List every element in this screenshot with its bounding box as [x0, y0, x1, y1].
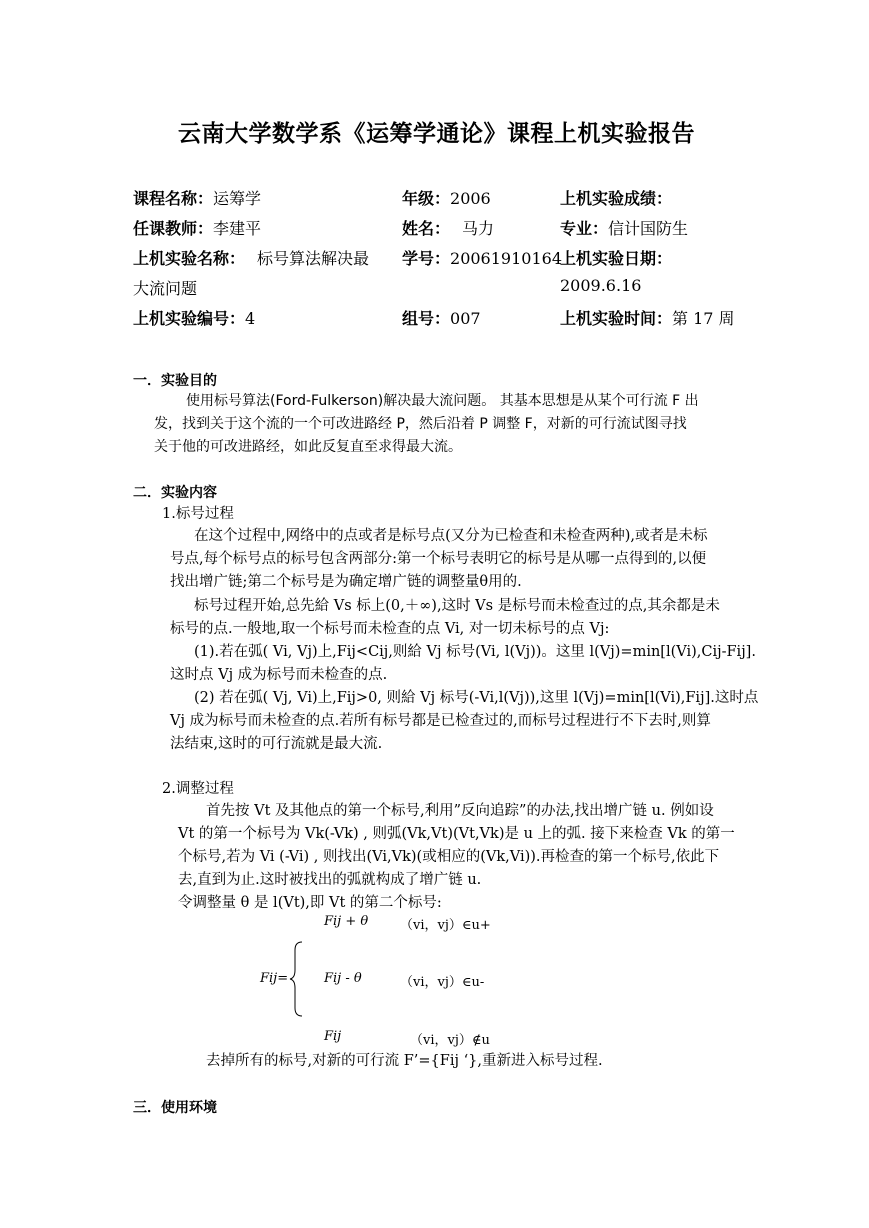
s2-p4-line-3: 法结束,这时的可行流就是最大流. [170, 736, 383, 752]
major-label: 专业： [560, 219, 609, 238]
s1-line-1: 使用标号算法(Ford-Fulkerson)解决最大流问题。 其基本思想是从某个可行流 F 出 [186, 393, 699, 409]
formula-row3-expr: Fij [324, 1029, 342, 1044]
s2-p5-line-3: 个标号,若为 Vi (-Vi) , 则找出(Vi,Vk)(或相应的(Vk,Vi)).再检查的第一个标号,依此下 [178, 849, 720, 865]
teacher-label: 任课教师： [133, 219, 214, 238]
grade-label: 年级： [402, 189, 451, 208]
exp-name-cont: 大流问题 [133, 279, 198, 298]
s1-line-3: 关于他的可改进路经，如此反复直至求得最大流。 [154, 439, 462, 455]
s2-sub-1: 1.标号过程 [162, 506, 234, 522]
left-brace-icon [289, 940, 305, 1018]
name-value: 马力 [462, 219, 495, 238]
s2-p4-line-1: (2) 若在弧( Vj, Vi)上,Fij>0, 则給 Vj 标号(-Vi,l(Vj)),这里 l(Vj)=min[l(Vi),Fij].这时点 [194, 690, 759, 706]
s2-p2-line-1: 标号过程开始,总先給 Vs 标上(0,＋∞),这时 Vs 是标号而未检查过的点,其余都是未 [194, 598, 720, 614]
s2-p3-line-2: 这时点 Vj 成为标号而未检查的点. [170, 667, 388, 683]
s2-p5-line-1: 首先按 Vt 及其他点的第一个标号,利用”反向追踪”的办法,找出增广链 u. 例如设 [206, 803, 714, 819]
course-label: 课程名称： [133, 189, 214, 208]
time-value: 第 17 周 [672, 309, 735, 328]
course-name [133, 186, 261, 209]
exp-time [560, 306, 735, 329]
exp-no-label: 上机实验编号： [133, 309, 246, 328]
teacher-value: 李建平 [213, 219, 262, 238]
group [402, 306, 481, 329]
s1-line-2: 发，找到关于这个流的一个可改进路经 P，然后沿着 P 调整 F，对新的可行流试图寻找 [154, 416, 687, 432]
major-value: 信计国防生 [608, 219, 689, 238]
student-name [402, 216, 494, 239]
s2-p6: 令调整量 θ 是 l(Vt),即 Vt 的第二个标号: [178, 895, 442, 911]
score [560, 186, 672, 209]
score-label: 上机实验成绩： [560, 189, 673, 208]
date-value: 2009.6.16 [560, 276, 642, 295]
exp-date [560, 246, 672, 269]
formula-row1-expr: Fij + θ [324, 914, 369, 929]
grade [402, 186, 491, 209]
formula-row2-cond: （vi，vj）∈u- [400, 975, 485, 990]
group-value: 007 [450, 309, 481, 328]
formula-row3-cond: （vi，vj）∉u [410, 1033, 490, 1048]
date-label: 上机实验日期： [560, 249, 673, 268]
s2-p5-line-2: Vt 的第一个标号为 Vk(-Vk) , 则弧(Vk,Vt)(Vt,Vk)是 u 上的弧. 接下来检查 Vk 的第一 [178, 826, 735, 842]
exp-name [133, 246, 369, 269]
exp-no-value: 4 [245, 309, 256, 328]
group-label: 组号： [402, 309, 451, 328]
exp-number [133, 306, 255, 329]
student-id [402, 246, 562, 269]
section-1-title: 一．实验目的 [133, 373, 217, 389]
exp-name-value: 标号算法解决最 [257, 249, 370, 268]
s2-p1-line-2: 号点,每个标号点的标号包含两部分:第一个标号表明它的标号是从哪一点得到的,以便 [170, 551, 707, 567]
id-value: 20061910164 [450, 249, 562, 268]
time-label: 上机实验时间： [560, 309, 673, 328]
exp-name-label: 上机实验名称： [133, 249, 246, 268]
id-label: 学号： [402, 249, 451, 268]
course-value: 运筹学 [213, 189, 262, 208]
teacher [133, 216, 261, 239]
s2-p5-line-4: 去,直到为止.这时被找出的弧就构成了增广链 u. [178, 872, 482, 888]
page-title: 云南大学数学系《运筹学通论》课程上机实验报告 [178, 120, 695, 147]
formula-row1-cond: （vi，vj）∈u+ [400, 918, 491, 933]
section-2-title: 二．实验内容 [133, 485, 217, 501]
s2-p2-line-2: 标号的点.一般地,取一个标号而未检查的点 Vi, 对一切未标号的点 Vj: [170, 621, 610, 637]
name-label: 姓名： [402, 219, 451, 238]
formula-lhs: Fij= [260, 971, 289, 986]
s2-sub-2: 2.调整过程 [162, 781, 234, 797]
s2-p3-line-1: (1).若在弧( Vi, Vj)上,Fij<Cij,则給 Vj 标号(Vi, l(Vj))。这里 l(Vj)=min[l(Vi),Cij-Fij]. [194, 644, 756, 660]
section-3-title: 三．使用环境 [133, 1100, 217, 1116]
s2-p7: 去掉所有的标号,对新的可行流 F’={Fij ‘},重新进入标号过程. [206, 1053, 603, 1069]
s2-p1-line-3: 找出增广链;第二个标号是为确定增广链的调整量θ用的. [170, 574, 522, 590]
s2-p4-line-2: Vj 成为标号而未检查的点.若所有标号都是已检查过的,而标号过程进行不下去时,则算 [170, 713, 711, 729]
formula-row2-expr: Fij - θ [324, 971, 362, 986]
major [560, 216, 688, 239]
s2-p1-line-1: 在这个过程中,网络中的点或者是标号点(又分为已检查和未检查两种),或者是未标 [194, 528, 708, 544]
grade-value: 2006 [450, 189, 491, 208]
